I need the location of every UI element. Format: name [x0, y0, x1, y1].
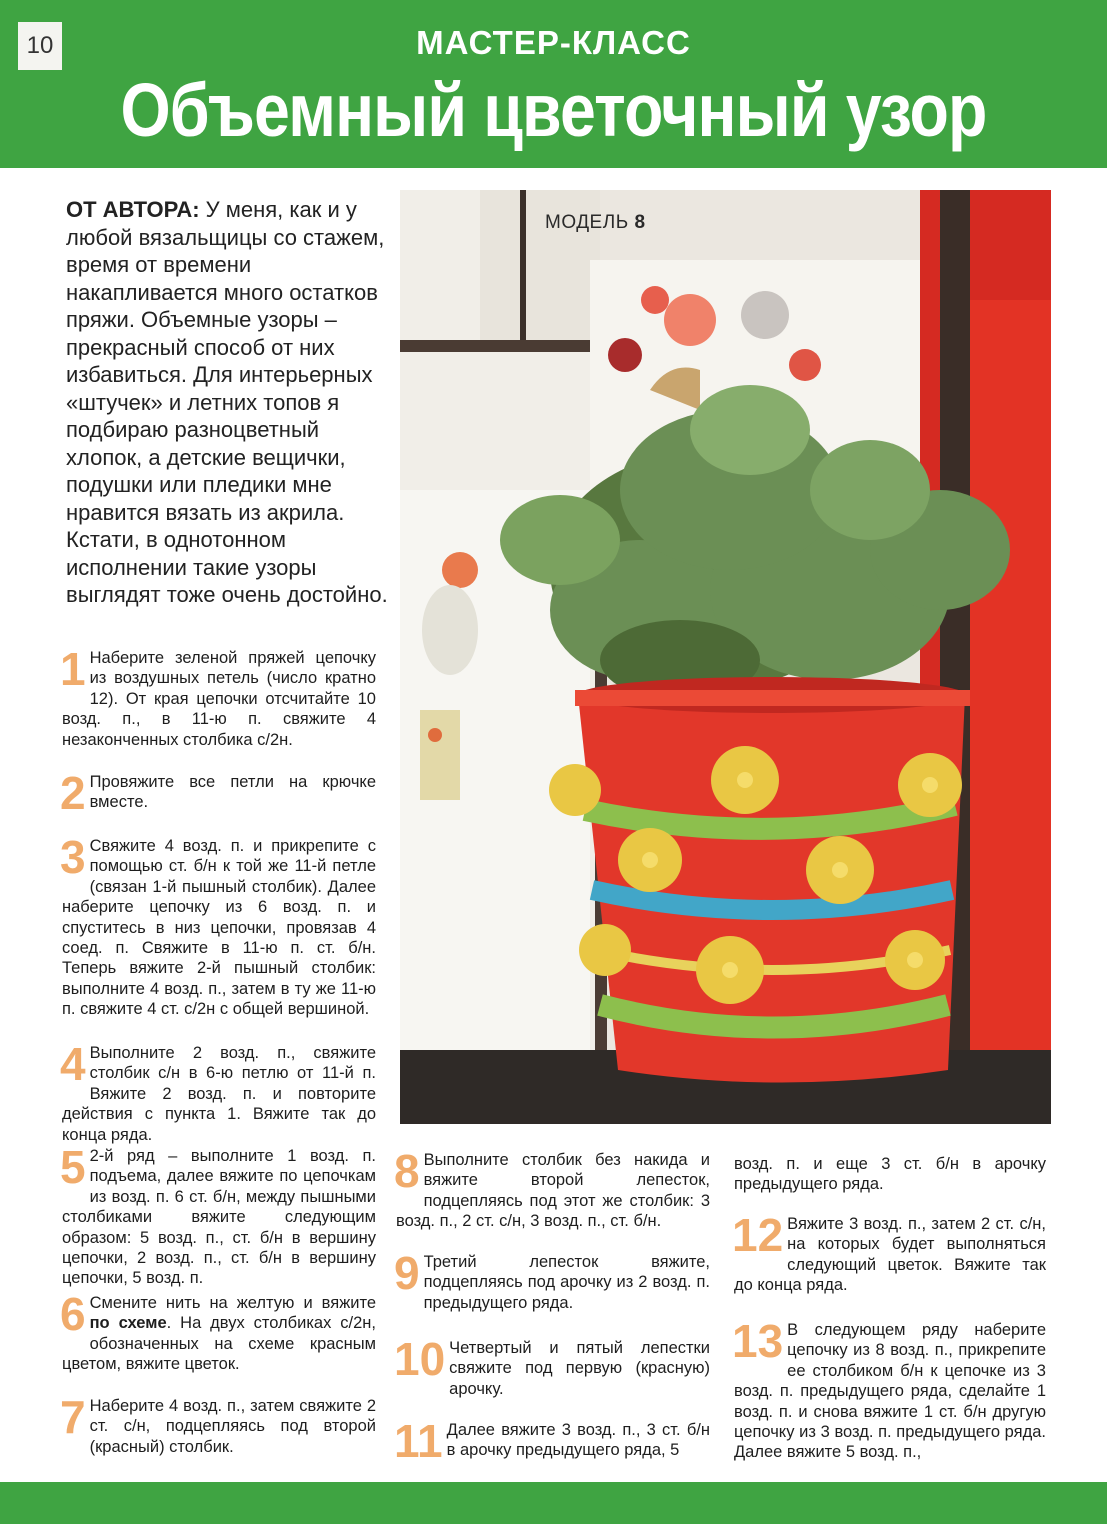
page-number: 10: [18, 22, 62, 70]
step-4: [60, 1038, 376, 1145]
step-text-after: . На двух столбиках с/2н, обозначенных на схеме красным цветом, вяжите цветок.: [62, 1314, 376, 1374]
step-13: [732, 1315, 1046, 1463]
step-number: 10: [394, 1333, 446, 1385]
model-label-text: МОДЕЛЬ: [545, 212, 629, 233]
step-10: [394, 1333, 710, 1399]
step-number: 1: [60, 643, 86, 695]
page-title: Объемный цветочный узор: [120, 68, 987, 152]
section-label: МАСТЕР-КЛАСС: [416, 24, 691, 61]
step-number: 8: [394, 1145, 420, 1197]
step-number: 6: [60, 1288, 86, 1340]
step-text: 2-й ряд – выполните 1 возд. п. подъема, далее вяжите по цепочкам из возд. п. 6 ст. б/н, между пышными столбиками вяжите следующим образом: 5 возд. п., ст. б/н в вершину цепочки, 2 возд. п., ст. б/н в вершину цепочки, 5 возд. п.: [62, 1147, 376, 1288]
step-text-bold: по схеме: [89, 1314, 167, 1333]
step-5: [60, 1141, 376, 1289]
step-number: 4: [60, 1038, 86, 1090]
step-9: [394, 1247, 710, 1313]
step-text: Далее вяжите 3 возд. п., 3 ст. б/н в арочку предыдущего ряда, 5: [446, 1421, 710, 1460]
step-7: [60, 1391, 376, 1457]
step-text: Наберите зеленой пряжей цепочку из воздушных петель (число кратно 12). От края цепочки отсчитайте 10 возд. п., в 11-ю п. свяжите 4 незаконченных столбика с/2н.: [62, 649, 376, 749]
step-number: 12: [732, 1209, 784, 1261]
step-number: 7: [60, 1391, 86, 1443]
step-text: Наберите 4 возд. п., затем свяжите 2 ст. с/н, подцепляясь под второй (красный) столбик.: [89, 1397, 376, 1456]
step-12: [732, 1209, 1046, 1296]
step-text: возд. п. и еще 3 ст. б/н в арочку предыдущего ряда.: [734, 1155, 1046, 1194]
author-intro: [66, 196, 396, 609]
step-11-continued: [734, 1154, 1046, 1195]
step-number: 13: [732, 1315, 784, 1367]
step-11: [394, 1415, 710, 1467]
step-text: Вяжите 3 возд. п., затем 2 ст. с/н, на которых будет выполняться следующий цветок. Вяжите так до конца ряда.: [734, 1215, 1046, 1295]
step-1: [60, 643, 376, 750]
step-8: [394, 1145, 710, 1232]
step-number: 2: [60, 767, 86, 819]
model-photo: [400, 190, 1051, 1124]
step-number: 3: [60, 831, 86, 883]
step-6: [60, 1288, 376, 1375]
step-number: 9: [394, 1247, 420, 1299]
intro-label: ОТ АВТОРА:: [66, 197, 200, 222]
footer-band: [0, 1482, 1107, 1524]
header-band: [0, 0, 1107, 168]
step-text: Свяжите 4 возд. п. и прикрепите с помощью ст. б/н к той же 11-й петле (связан 1-й пышный столбик). Далее наберите цепочку из 6 возд. п. и спуститесь в низ цепочки, провязав 4 соед. п. Свяжите в 11-ю п. ст. б/н. Теперь вяжите 2-й пышный столбик: выполните 4 возд. п., затем в ту же 11-ю п. свяжите 4 ст. с/2н с общей вершиной.: [62, 837, 376, 1019]
step-text-before: Смените нить на желтую и вяжите: [89, 1294, 376, 1312]
step-2: [60, 767, 376, 819]
step-text: В следующем ряду наберите цепочку из 8 возд. п., прикрепите ее столбиком б/н к цепочке из 3 возд. п. предыдущего ряда, сделайте 1 возд. п. и снова вяжите 1 ст. б/н другую цепочку из 3 возд. п. предыдущего ряда. Далее вяжите 5 возд. п.,: [734, 1321, 1046, 1462]
step-text: Третий лепесток вяжите, подцепляясь под арочку из 2 возд. п. предыдущего ряда.: [423, 1253, 710, 1312]
step-3: [60, 831, 376, 1020]
step-text: Четвертый и пятый лепестки свяжите под первую (красную) арочку.: [449, 1339, 710, 1398]
step-number: 11: [394, 1415, 443, 1467]
model-number: 8: [634, 212, 646, 233]
step-text: Выполните столбик без накида и вяжите второй лепесток, подцепляясь под этот же столбик: 3 возд. п., 2 ст. с/н, 3 возд. п., ст. б/н.: [396, 1151, 710, 1231]
step-text: Выполните 2 возд. п., свяжите столбик с/н в 6-ю петлю от 11-й п. Вяжите 2 возд. п. и повторите действия с пункта 1. Вяжите так до конца ряда.: [62, 1044, 376, 1144]
potted-plant-illustration: [400, 190, 1051, 1124]
model-label: [545, 212, 646, 234]
intro-text: У меня, как и у любой вязальщицы со стажем, время от времени накапливается много остатков пряжи. Объемные узоры – прекрасный способ от них избавиться. Для интерьерных «штучек» и летних топов я подбираю разноцветный хлопок, а детские вещички, подушки или пледики мне нравится вязать из акрила. Кстати, в однотонном исполнении такие узоры выглядят тоже очень достойно.: [66, 197, 388, 607]
step-number: 5: [60, 1141, 86, 1193]
step-text: Провяжите все петли на крючке вместе.: [89, 773, 376, 812]
